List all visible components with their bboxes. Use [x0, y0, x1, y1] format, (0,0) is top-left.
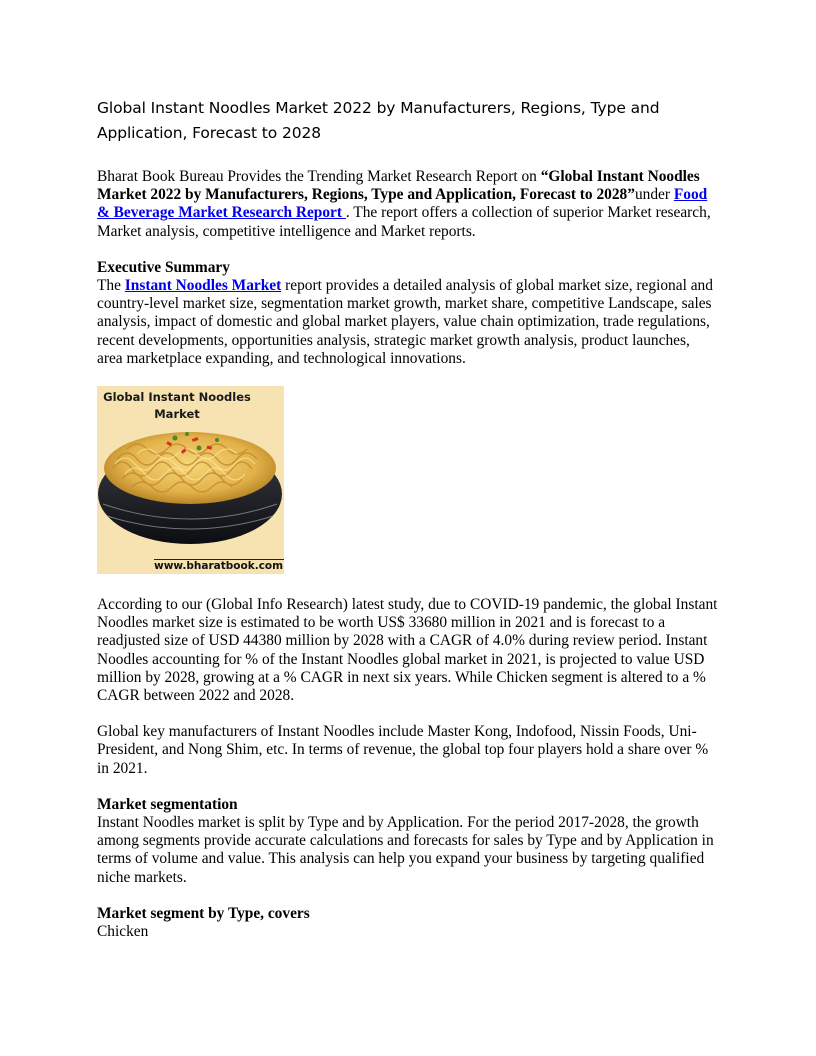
spacer: [97, 887, 719, 905]
spacer: [97, 241, 719, 259]
document-page: [97, 96, 719, 941]
report-name: “Global Instant Noodles Market 2022 by Manufacturers, Regions, Type and Application, Forecast to 2028”: [97, 168, 700, 204]
spacer: [97, 368, 719, 386]
intro-suffix: . The report offers a collection of superior Market research, Market analysis, competitive intelligence and Market reports.: [97, 204, 711, 240]
spacer: [97, 778, 719, 796]
banner-url: www.bharatbook.com: [154, 560, 284, 573]
segmentation-heading: Market segmentation: [97, 795, 238, 813]
manufacturers-paragraph: Global key manufacturers of Instant Noodles include Master Kong, Indofood, Nissin Foods, Uni-President, and Nong Shim, etc. In terms of revenue, the global top four players hold a share over % in 2021.: [97, 723, 709, 777]
study-paragraph: According to our (Global Info Research) latest study, due to COVID-19 pandemic, the global Instant Noodles market size is estimated to be worth US$ 33680 million in 2021 and is forecast to a readjusted size of USD 44380 million by 2028 with a CAGR of 4.0% during review period. Instant Noodles accounting for % of the Instant Noodles global market in 2021, is projected to value USD million by 2028, growing at a % CAGR in next six years. While Chicken segment is altered to a % CAGR between 2022 and 2028.: [97, 596, 718, 705]
executive-summary-section: [97, 259, 719, 368]
by-type-section: [97, 905, 719, 941]
by-type-heading: Market segment by Type, covers: [97, 904, 310, 922]
instant-noodles-market-link[interactable]: Instant Noodles Market: [124, 277, 282, 295]
market-banner-image: [97, 386, 284, 574]
document-title: Global Instant Noodles Market 2022 by Manufacturers, Regions, Type and Application, Forecast to 2028: [97, 99, 660, 142]
banner-title-line1: Global Instant Noodles: [103, 390, 251, 405]
executive-summary-text: report provides a detailed analysis of global market size, regional and country-level market size, segmentation market growth, market share, competitive Landscape, sales analysis, impact of domestic and global market players, value chain optimization, trade regulations, recent developments, opportunities analysis, strategic market growth analysis, product launches, area marketplace expanding, and technological innovations.: [97, 277, 713, 367]
noodle-bowl-illustration: [97, 424, 284, 554]
segmentation-section: [97, 796, 719, 887]
intro-paragraph: [97, 168, 719, 241]
banner-title: [97, 389, 257, 423]
executive-summary-heading: Executive Summary: [97, 258, 230, 276]
food-beverage-report-link[interactable]: Food & Beverage Market Research Report: [97, 186, 708, 222]
spacer: [97, 705, 719, 723]
type-item-chicken: Chicken: [97, 923, 149, 941]
intro-under: under: [634, 186, 674, 204]
segmentation-text: Instant Noodles market is split by Type and by Application. For the period 2017-2028, the growth among segments provide accurate calculations and forecasts for sales by Type and by Application in terms of volume and value. This analysis can help you expand your business by targeting qualified niche markets.: [97, 814, 714, 886]
executive-summary-prefix: The: [97, 277, 125, 295]
intro-prefix: Bharat Book Bureau Provides the Trending Market Research Report on: [97, 168, 541, 185]
banner-title-line2: Market: [154, 407, 200, 422]
